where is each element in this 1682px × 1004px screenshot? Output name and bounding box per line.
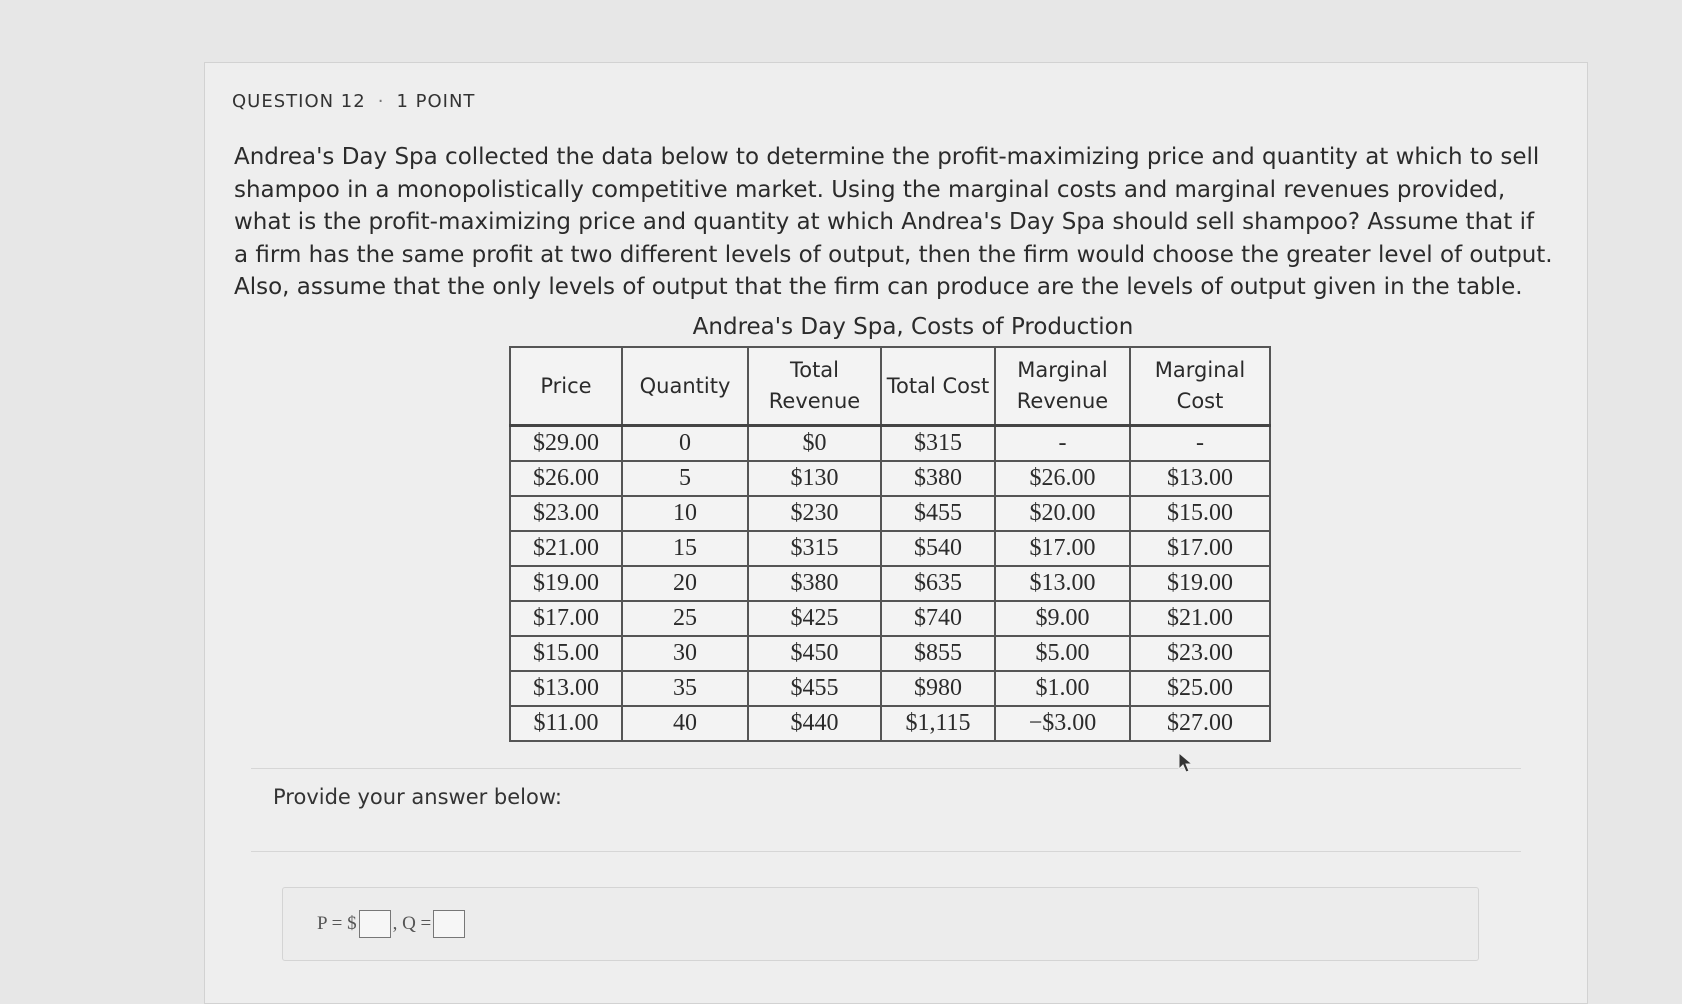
price-cell: $26.00 bbox=[510, 461, 622, 496]
answer-box bbox=[282, 887, 1479, 961]
marginal-revenue-cell: $17.00 bbox=[995, 531, 1130, 566]
marginal-cost-cell: $13.00 bbox=[1130, 461, 1270, 496]
total-revenue-cell: $425 bbox=[748, 601, 881, 636]
total-cost-cell: $455 bbox=[881, 496, 995, 531]
quantity-cell: 35 bbox=[622, 671, 748, 706]
price-cell: $11.00 bbox=[510, 706, 622, 741]
marginal-cost-cell: $27.00 bbox=[1130, 706, 1270, 741]
table-header-row bbox=[510, 347, 1270, 426]
marginal-revenue-cell: $1.00 bbox=[995, 671, 1130, 706]
total-revenue-cell: $315 bbox=[748, 531, 881, 566]
total-revenue-cell: $230 bbox=[748, 496, 881, 531]
total-revenue-cell: $130 bbox=[748, 461, 881, 496]
total-revenue-cell: $380 bbox=[748, 566, 881, 601]
quantity-cell: 5 bbox=[622, 461, 748, 496]
marginal-cost-cell: $23.00 bbox=[1130, 636, 1270, 671]
price-cell: $15.00 bbox=[510, 636, 622, 671]
header-total-revenue: Total Revenue bbox=[748, 347, 881, 426]
question-prompt: Andrea's Day Spa collected the data below to determine the profit-maximizing price and quantity at which to sell shampoo in a monopolistically competitive market. Using the marginal costs and marginal revenues provided, what is the profit-maximizing price and quantity at which Andrea's Day Spa should sell shampoo? Assume that if a firm has the same profit at two different levels of output, then the firm would choose the greater level of output. Also, assume that the only levels of output that the firm can produce are the levels of output given in the table. bbox=[234, 144, 1553, 300]
table-caption: Andrea's Day Spa, Costs of Production bbox=[692, 314, 1134, 340]
price-cell: $21.00 bbox=[510, 531, 622, 566]
marginal-revenue-cell: $26.00 bbox=[995, 461, 1130, 496]
answer-formula bbox=[317, 910, 467, 938]
question-header bbox=[232, 91, 475, 112]
table-row bbox=[510, 601, 1270, 636]
price-cell: $29.00 bbox=[510, 426, 622, 462]
price-cell: $13.00 bbox=[510, 671, 622, 706]
answer-label: Provide your answer below: bbox=[273, 785, 562, 809]
header-separator: · bbox=[377, 91, 385, 112]
quantity-cell: 15 bbox=[622, 531, 748, 566]
header-marginal-cost: Marginal Cost bbox=[1130, 347, 1270, 426]
question-points: 1 POINT bbox=[396, 91, 476, 112]
total-cost-cell: $635 bbox=[881, 566, 995, 601]
total-cost-cell: $980 bbox=[881, 671, 995, 706]
table-row bbox=[510, 426, 1270, 462]
header-total-cost: Total Cost bbox=[881, 347, 995, 426]
total-revenue-cell: $440 bbox=[748, 706, 881, 741]
question-number: QUESTION 12 bbox=[232, 91, 366, 112]
price-answer-input[interactable] bbox=[359, 910, 391, 938]
section-divider bbox=[251, 768, 1521, 769]
costs-table bbox=[509, 346, 1271, 742]
marginal-cost-cell: $19.00 bbox=[1130, 566, 1270, 601]
quantity-cell: 40 bbox=[622, 706, 748, 741]
marginal-revenue-cell: $13.00 bbox=[995, 566, 1130, 601]
marginal-cost-cell: - bbox=[1130, 426, 1270, 462]
header-price: Price bbox=[510, 347, 622, 426]
marginal-cost-cell: $25.00 bbox=[1130, 671, 1270, 706]
quantity-cell: 20 bbox=[622, 566, 748, 601]
table-row bbox=[510, 706, 1270, 741]
price-prefix: P = $ bbox=[317, 913, 357, 934]
total-revenue-cell: $0 bbox=[748, 426, 881, 462]
marginal-cost-cell: $15.00 bbox=[1130, 496, 1270, 531]
marginal-revenue-cell: $9.00 bbox=[995, 601, 1130, 636]
quantity-cell: 30 bbox=[622, 636, 748, 671]
total-cost-cell: $540 bbox=[881, 531, 995, 566]
table-row bbox=[510, 671, 1270, 706]
table-row bbox=[510, 636, 1270, 671]
price-cell: $23.00 bbox=[510, 496, 622, 531]
header-quantity: Quantity bbox=[622, 347, 748, 426]
marginal-revenue-cell: −$3.00 bbox=[995, 706, 1130, 741]
price-cell: $19.00 bbox=[510, 566, 622, 601]
marginal-revenue-cell: $5.00 bbox=[995, 636, 1130, 671]
price-cell: $17.00 bbox=[510, 601, 622, 636]
marginal-cost-cell: $17.00 bbox=[1130, 531, 1270, 566]
total-cost-cell: $315 bbox=[881, 426, 995, 462]
table-row bbox=[510, 496, 1270, 531]
total-revenue-cell: $455 bbox=[748, 671, 881, 706]
total-cost-cell: $380 bbox=[881, 461, 995, 496]
quantity-answer-input[interactable] bbox=[433, 910, 465, 938]
total-cost-cell: $1,115 bbox=[881, 706, 995, 741]
total-cost-cell: $855 bbox=[881, 636, 995, 671]
table-row bbox=[510, 461, 1270, 496]
question-card bbox=[204, 62, 1588, 1004]
quantity-prefix: , Q = bbox=[392, 913, 432, 934]
quantity-cell: 0 bbox=[622, 426, 748, 462]
quantity-cell: 10 bbox=[622, 496, 748, 531]
mouse-pointer-icon bbox=[1178, 752, 1194, 778]
total-cost-cell: $740 bbox=[881, 601, 995, 636]
marginal-revenue-cell: - bbox=[995, 426, 1130, 462]
table-row bbox=[510, 531, 1270, 566]
header-marginal-revenue: Marginal Revenue bbox=[995, 347, 1130, 426]
quantity-cell: 25 bbox=[622, 601, 748, 636]
section-divider bbox=[251, 851, 1521, 852]
total-revenue-cell: $450 bbox=[748, 636, 881, 671]
table-row bbox=[510, 566, 1270, 601]
marginal-revenue-cell: $20.00 bbox=[995, 496, 1130, 531]
marginal-cost-cell: $21.00 bbox=[1130, 601, 1270, 636]
